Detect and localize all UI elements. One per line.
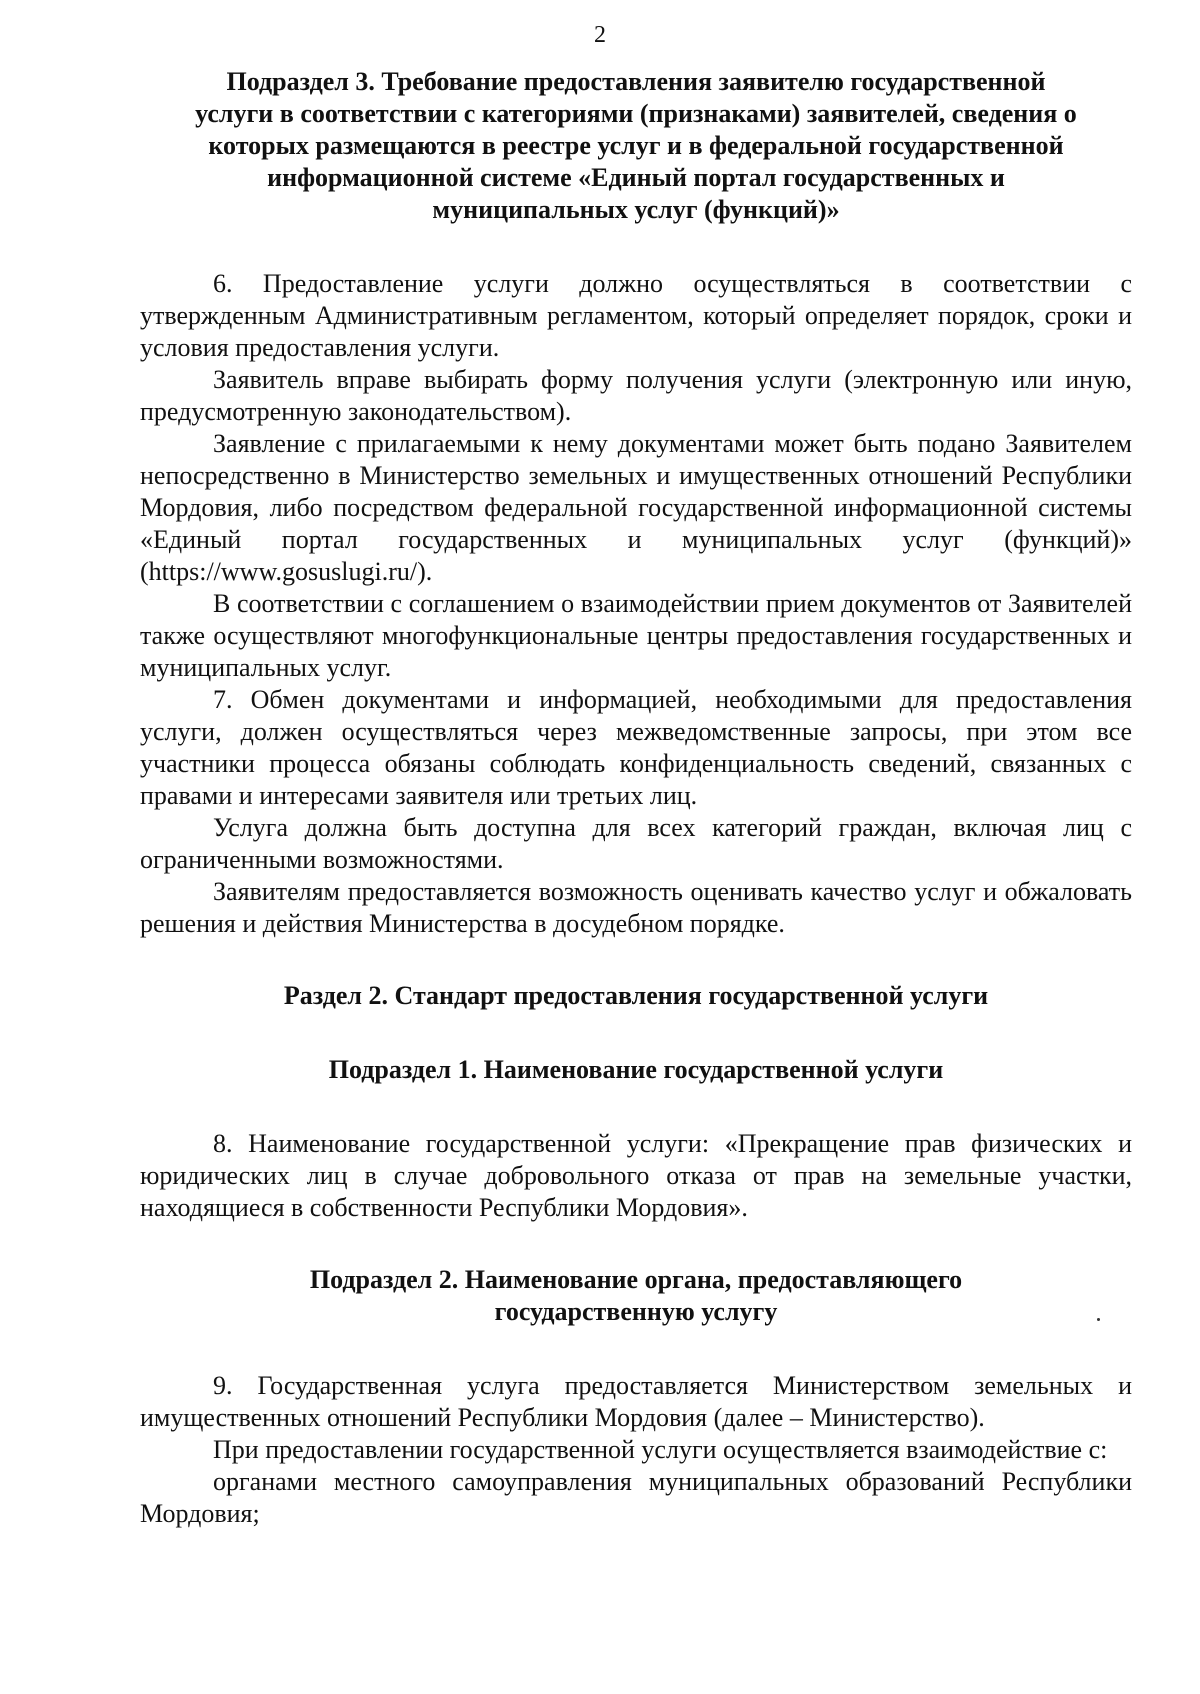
paragraph-9: 9. Государственная услуга предоставляется Министерством земельных и имущественных отношений Республики Мордовия (далее – Министерство). xyxy=(140,1371,1132,1432)
subsection-1-heading: Подраздел 1. Наименование государственной услуги xyxy=(328,1055,944,1084)
paragraph-application-submission: Заявление с прилагаемыми к нему документами может быть подано Заявителем непосредственно в Министерство земельных и имущественных отношений Республики Мордовия, либо посредством федеральной государственной информационной системы «Единый портал государственных и муниципальных услуг (функций)» (https://www.gosuslugi.ru/). xyxy=(140,429,1132,586)
heading-line: муниципальных услуг (функций)» xyxy=(432,195,840,224)
subsection-2-heading xyxy=(140,1264,1132,1328)
heading-line: государственную услугу xyxy=(494,1297,778,1326)
page-number: 2 xyxy=(594,22,606,48)
document-body xyxy=(140,66,1132,1530)
heading-line: услуги в соответствии с категориями (признаками) заявителей, сведения о xyxy=(195,99,1077,128)
paragraph-local-government: органами местного самоуправления муниципальных образований Республики Мордовия; xyxy=(140,1467,1132,1528)
paragraph-6: 6. Предоставление услуги должно осуществляться в соответствии с утвержденным Административным регламентом, который определяет порядок, сроки и условия предоставления услуги. xyxy=(140,269,1132,362)
subsection-3-heading xyxy=(140,66,1132,226)
paragraph-appeal: Заявителям предоставляется возможность оценивать качество услуг и обжаловать решения и действия Министерства в досудебном порядке. xyxy=(140,877,1132,938)
paragraph-8: 8. Наименование государственной услуги: «Прекращение прав физических и юридических лиц в случае добровольного отказа от прав на земельные участки, находящиеся в собственности Республики Мордовия». xyxy=(140,1129,1132,1222)
paragraph-accessibility: Услуга должна быть доступна для всех категорий граждан, включая лиц с ограниченными возможностями. xyxy=(140,813,1132,874)
paragraph-7: 7. Обмен документами и информацией, необходимыми для предоставления услуги, должен осуществляться через межведомственные запросы, при этом все участники процесса обязаны соблюдать конфиденциальность сведений, связанных с правами и интересами заявителя или третьих лиц. xyxy=(140,685,1132,810)
heading-line: которых размещаются в реестре услуг и в федеральной государственной xyxy=(208,131,1064,160)
paragraph-applicant-choice: Заявитель вправе выбирать форму получения услуги (электронную или иную, предусмотренную законодательством). xyxy=(140,365,1132,426)
paragraph-mfc: В соответствии с соглашением о взаимодействии прием документов от Заявителей также осуществляют многофункциональные центры предоставления государственных и муниципальных услуг. xyxy=(140,589,1132,682)
heading-line: информационной системе «Единый портал государственных и xyxy=(267,163,1005,192)
paragraph-interaction: При предоставлении государственной услуги осуществляется взаимодействие с: xyxy=(213,1435,1108,1464)
heading-line: Подраздел 3. Требование предоставления заявителю государственной xyxy=(226,67,1046,96)
scan-speck xyxy=(1097,1318,1100,1321)
section-2-heading: Раздел 2. Стандарт предоставления государственной услуги xyxy=(283,981,989,1010)
heading-line: Подраздел 2. Наименование органа, предоставляющего xyxy=(309,1265,963,1294)
